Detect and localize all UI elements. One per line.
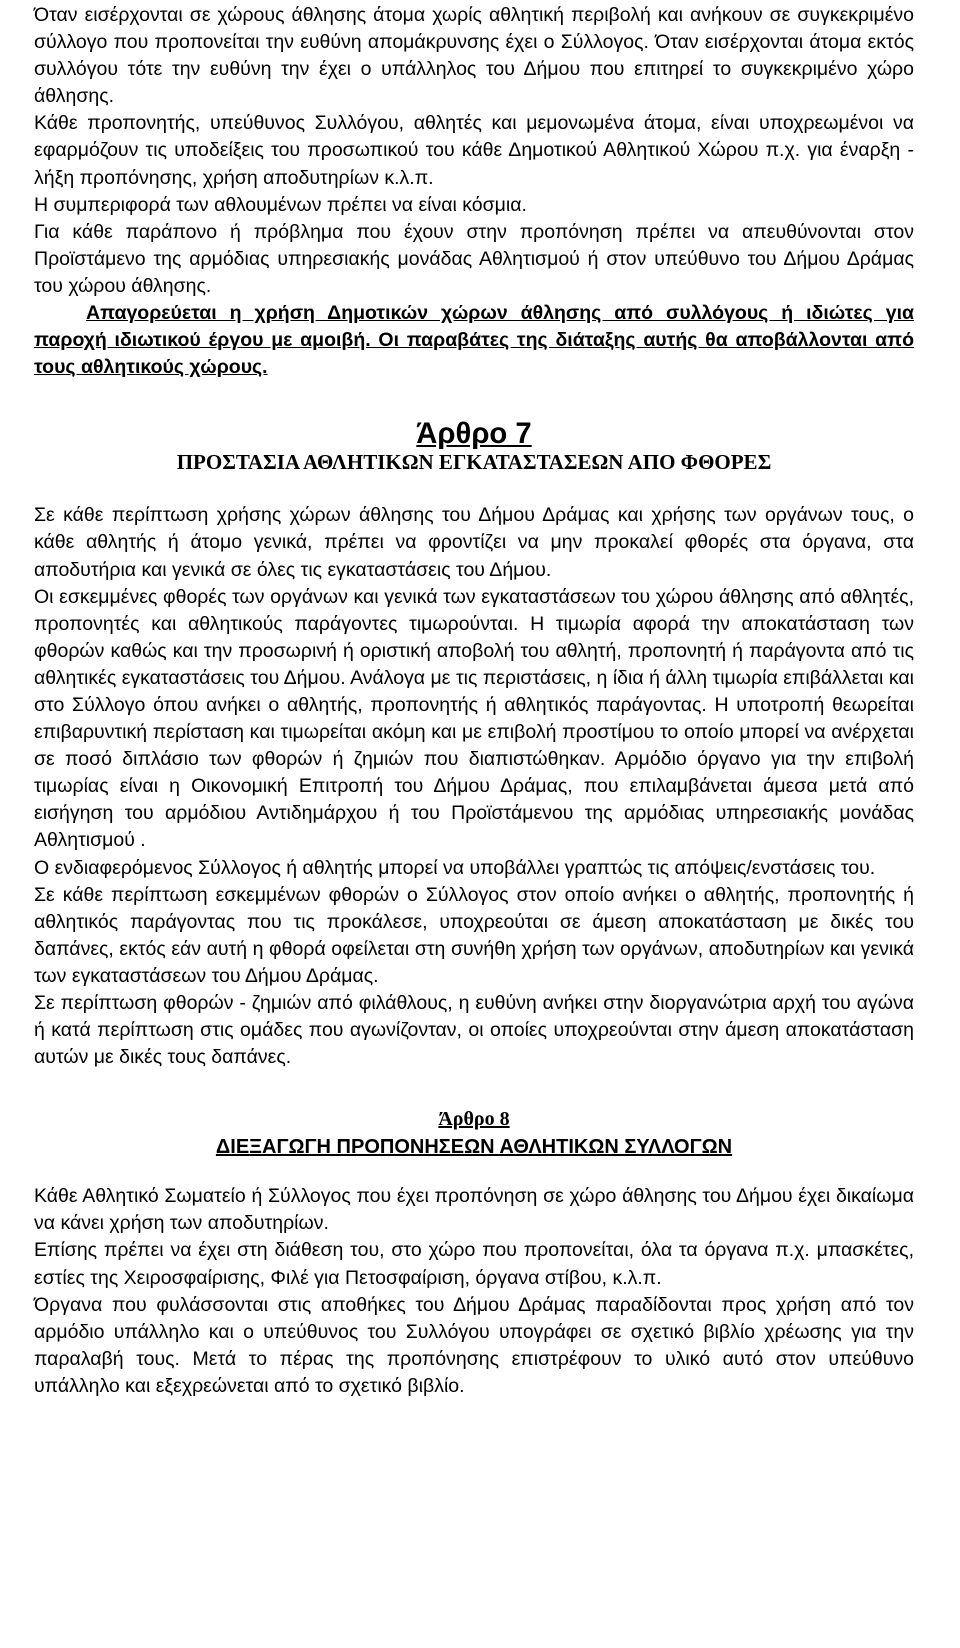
article-8-paragraph-3: Όργανα που φυλάσσονται στις αποθήκες του Δήμου Δράμας παραδίδονται προς χρήση από τον αρμόδιο υπάλληλο και ο υπεύθυνος του Συλλόγου υπογράφει σε σχετικό βιβλίο χρέωσης για την παραλαβή τους. Μετά το πέρας της προπόνησης επιστρέφουν το υλικό αυτό στον υπεύθυνο υπάλληλο και εξεχρεώνεται από το σχετικό βιβλίο. [34, 1293, 914, 1397]
article-7-paragraph-4: Σε κάθε περίπτωση εσκεμμένων φθορών ο Σύλλογος στον οποίο ανήκει ο αθλητής, προπονητής ή αθλητικός παράγοντας που τις προκάλεσε, υποχρεούται σε άμεση αποκατάσταση με δικές του δαπάνες, εκτός εάν αυτή η φθορά οφείλεται στη συνήθη χρήση των οργάνων, αποδυτηρίων και γενικά των εγκαταστάσεων του Δήμου Δράμας. [34, 883, 914, 987]
intro-paragraph-4: Για κάθε παράπονο ή πρόβλημα που έχουν στην προπόνηση πρέπει να απευθύνονται στον Προϊστάμενο της αρμόδιας υπηρεσιακής μονάδας Αθλητισμού ή στον υπεύθυνο του Δήμου Δράμας του χώρου άθλησης. [34, 220, 914, 297]
article-8-title: ΔΙΕΞΑΓΩΓΗ ΠΡΟΠΟΝΗΣΕΩΝ ΑΘΛΗΤΙΚΩΝ ΣΥΛΛΟΓΩΝ [215, 1136, 733, 1159]
article-7-number: Άρθρο 7 [416, 418, 532, 451]
article-8-paragraph-2: Επίσης πρέπει να έχει στη διάθεση του, στο χώρο που προπονείται, όλα τα όργανα π.χ. μπασκέτες, εστίες της Χειροσφαίρισης, Φιλέ για Πετοσφαίριση, όργανα στίβου, κ.λ.π. [34, 1239, 914, 1289]
article-7-paragraph-2: Οι εσκεμμένες φθορές των οργάνων και γενικά των εγκαταστάσεων του χώρου άθλησης από αθλητές, προπονητές και αθλητικούς παράγοντες τιμωρούνται. Η τιμωρία αφορά την αποκατάσταση των φθορών καθώς και την προσωρινή ή οριστική αποβολή του αθλητή, προπονητή ή παράγοντα από τις αθλητικές εγκαταστάσεις του Δήμου. Ανάλογα με τις περιστάσεις, η ίδια ή άλλη τιμωρία επιβάλλεται και στο Σύλλογο όπου ανήκει ο αθλητής, προπονητής ή αθλητικός παράγοντας. Η υποτροπή θεωρείται επιβαρυντική περίσταση και τιμωρείται ακόμη και με επιβολή προστίμου το οποίο μπορεί να ανέρχεται σε ποσό διπλάσιο των φθορών ή ζημιών που διαπιστώθηκαν. Αρμόδιο όργανο για την επιβολή τιμωρίας είναι η Οικονομική Επιτροπή του Δήμου Δράμας, που επιλαμβάνεται άμεσα μετά από εισήγηση του αρμόδιου Αντιδημάρχου ή του Προϊστάμενου της αρμόδιας υπηρεσιακής μονάδας Αθλητισμού . [34, 585, 914, 852]
article-7-paragraph-5: Σε περίπτωση φθορών - ζημιών από φιλάθλους, η ευθύνη ανήκει στην διοργανώτρια αρχή του αγώνα ή κατά περίπτωση στις ομάδες που αγωνίζονταν, οι οποίες υποχρεούνται στην άμεση αποκατάσταση αυτών με δικές τους δαπάνες. [34, 992, 914, 1069]
prohibition-notice: Απαγορεύεται η χρήση Δημοτικών χώρων άθλησης από συλλόγους ή ιδιώτες για παροχή ιδιωτικού έργου με αμοιβή. Οι παραβάτες της διάταξης αυτής θα αποβάλλονται από τους αθλητικούς χώρους. [34, 302, 914, 379]
article-7-title: ΠΡΟΣΤΑΣΙΑ ΑΘΛΗΤΙΚΩΝ ΕΓΚΑΤΑΣΤΑΣΕΩΝ ΑΠΟ ΦΘΟΡΕΣ [176, 450, 772, 475]
article-8-number: Άρθρο 8 [438, 1108, 510, 1131]
intro-paragraph-3: Η συμπεριφορά των αθλουμένων πρέπει να είναι κόσμια. [34, 193, 527, 216]
intro-paragraph-2: Κάθε προπονητής, υπεύθυνος Συλλόγου, αθλητές και μεμονωμένα άτομα, είναι υποχρεωμένοι να εφαρμόζουν τις υποδείξεις του προσωπικού του κάθε Δημοτικού Αθλητικού Χώρου π.χ. για έναρξη - λήξη προπόνησης, χρήση αποδυτηρίων κ.λ.π. [34, 112, 914, 189]
intro-paragraph-1: Όταν εισέρχονται σε χώρους άθλησης άτομα χωρίς αθλητική περιβολή και ανήκουν σε συγκεκριμένο σύλλογο που προπονείται την ευθύνη απομάκρυνσης έχει ο Σύλλογος. Όταν εισέρχονται άτομα εκτός συλλόγου τότε την ευθύνη την έχει ο υπάλληλος του Δήμου που επιτηρεί το συγκεκριμένο χώρο άθλησης. [34, 4, 914, 108]
article-8-paragraph-1: Κάθε Αθλητικό Σωματείο ή Σύλλογος που έχει προπόνηση σε χώρο άθλησης του Δήμου έχει δικαίωμα να κάνει χρήση των αποδυτηρίων. [34, 1185, 914, 1235]
article-7-paragraph-1: Σε κάθε περίπτωση χρήσης χώρων άθλησης του Δήμου Δράμας και χρήσης των οργάνων τους, ο κάθε αθλητής ή άτομο γενικά, πρέπει να φροντίζει να μην προκαλεί φθορές στα όργανα, στα αποδυτήρια και γενικά σε όλες τις εγκαταστάσεις του Δήμου. [34, 504, 914, 581]
article-7-paragraph-3: Ο ενδιαφερόμενος Σύλλογος ή αθλητής μπορεί να υποβάλλει γραπτώς τις απόψεις/ενστάσεις του. [34, 856, 876, 879]
